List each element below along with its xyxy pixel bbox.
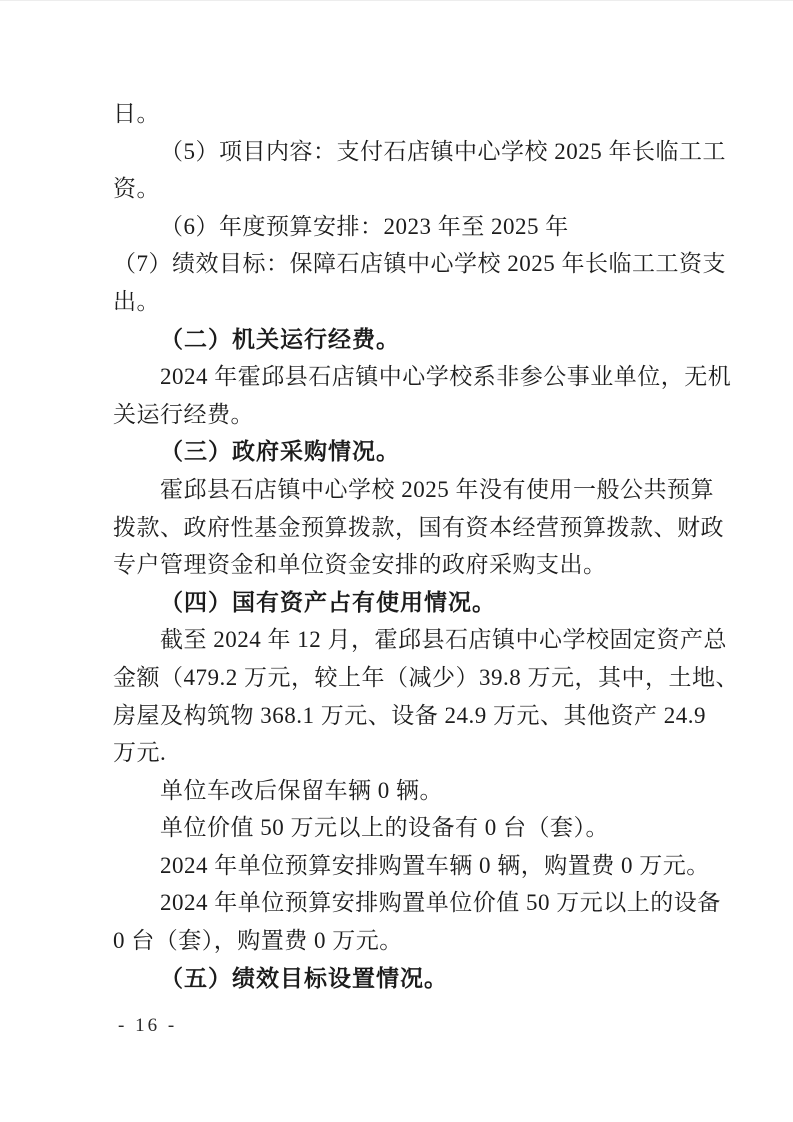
section-heading: （四）国有资产占有使用情况。 bbox=[160, 589, 496, 615]
text-line: （5）项目内容：支付石店镇中心学校 2025 年长临工工 bbox=[160, 138, 726, 164]
text-line: 万元. bbox=[113, 740, 167, 766]
page-number: - 16 - bbox=[118, 1015, 178, 1036]
text-line: 金额（479.2 万元，较上年（减少）39.8 万元，其中，土地、 bbox=[113, 664, 739, 690]
text-line: 霍邱县石店镇中心学校 2025 年没有使用一般公共预算 bbox=[160, 476, 714, 502]
text-line: 日。 bbox=[113, 101, 160, 126]
text-line: （6）年度预算安排：2023 年至 2025 年 bbox=[160, 213, 569, 239]
text-line: 2024 年单位预算安排购置单位价值 50 万元以上的设备 bbox=[160, 890, 721, 916]
text-line: 单位价值 50 万元以上的设备有 0 台（套）。 bbox=[160, 815, 609, 841]
section-heading: （五）绩效目标设置情况。 bbox=[160, 965, 448, 991]
text-line: 2024 年单位预算安排购置车辆 0 辆，购置费 0 万元。 bbox=[160, 852, 710, 878]
document-body bbox=[113, 95, 739, 997]
text-line: 截至 2024 年 12 月，霍邱县石店镇中心学校固定资产总 bbox=[160, 627, 727, 653]
text-line: 拨款、政府性基金预算拨款，国有资本经营预算拨款、财政 bbox=[113, 514, 724, 540]
section-heading: （二）机关运行经费。 bbox=[160, 326, 400, 352]
text-line: （7）绩效目标：保障石店镇中心学校 2025 年长临工工资支 bbox=[113, 251, 726, 277]
text-line: 单位车改后保留车辆 0 辆。 bbox=[160, 777, 443, 803]
text-line: 资。 bbox=[113, 176, 160, 202]
text-line: 关运行经费。 bbox=[113, 401, 254, 427]
text-line: 0 台（套），购置费 0 万元。 bbox=[113, 928, 403, 954]
section-heading: （三）政府采购情况。 bbox=[160, 439, 400, 465]
text-line: 专户管理资金和单位资金安排的政府采购支出。 bbox=[113, 552, 607, 578]
text-line: 房屋及构筑物 368.1 万元、设备 24.9 万元、其他资产 24.9 bbox=[113, 702, 706, 728]
text-line: 出。 bbox=[113, 288, 160, 314]
text-line: 2024 年霍邱县石店镇中心学校系非参公事业单位，无机 bbox=[160, 364, 732, 390]
